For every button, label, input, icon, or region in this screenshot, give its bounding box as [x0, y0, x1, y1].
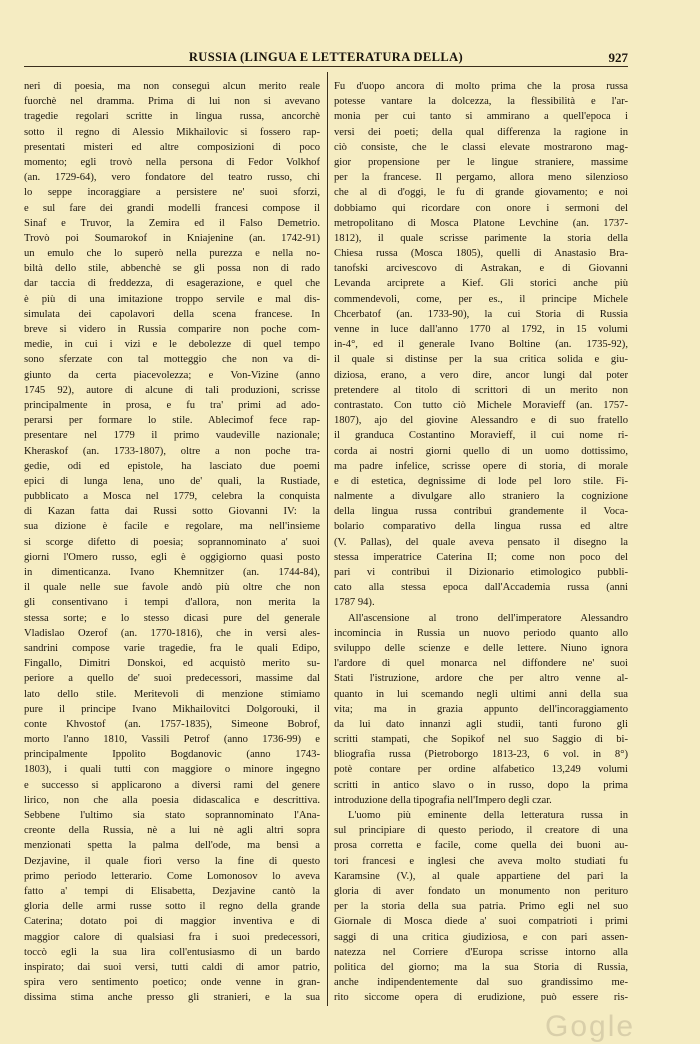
text-line: stessa sorte; e lo stesso dicasi pure del generale: [24, 612, 320, 624]
text-line: epici di lunga lena, uno de' quali, la Rustiade,: [24, 475, 320, 487]
text-line: presentare nel 1779 il primo vaudeville nazionale;: [24, 430, 320, 442]
text-line: ciò consiste, che le classi elevate mostrarono mag-: [334, 141, 628, 153]
running-title: RUSSIA (LINGUA E LETTERATURA DELLA): [188, 50, 464, 64]
text-line: pari vi contribuì il Dizionario etimologico pubbli-: [334, 567, 628, 578]
text-line: metropolitano di Mosca Platone Levchine (an. 1737-: [334, 217, 628, 229]
text-line: Dezjavine, il quale fiorì verso la fine di questo: [24, 855, 320, 867]
text-line: Trovò poi Soumarokof in Kniajenine (an. 1742-91): [24, 232, 320, 244]
text-line: sul principiare di questo periodo, il creatore di una: [334, 825, 628, 837]
text-line: sono sferzate con tal motteggio che non va di-: [24, 354, 320, 366]
text-line: rito siccome opera di erudizione, può essere ris-: [334, 992, 628, 1004]
text-line: perarsi per formare lo stile. Ablecimof fece rap-: [24, 415, 320, 427]
text-line: Sebbene l'ultimo sia stato soprannominato l'Ana-: [24, 810, 320, 821]
text-line: Chiesa russa (Mosca 1805), quelli di Anastasio Bra-: [334, 248, 628, 260]
text-line: Giornale di Mosca diede a' suoi compatrioti i primi: [334, 916, 628, 928]
text-line: e sul fare dei grandi modelli francesi compose il: [24, 202, 320, 214]
text-line: sviluppo delle scienze e delle lettere. Niuno ignora: [334, 642, 628, 654]
text-line: natezza nel Corriere d'Europa scrisse intorno alla: [334, 946, 628, 958]
text-line: gedie, odi ed epistole, ha lasciato due poemi: [24, 460, 320, 472]
text-line: Fu d'uopo ancora di molto prima che la prosa russa: [334, 81, 628, 92]
text-line: principalmente Ippolito Bogdanovic (anno 1743-: [24, 749, 320, 761]
text-line: momento; egli trovò nella persona di Fedor Volkhof: [24, 156, 320, 168]
text-line: commendevoli, come, per es., il principe Michele: [334, 293, 628, 305]
text-line: spira vero sentimento poetico; onde venne in gran-: [24, 977, 320, 989]
text-line: dissima stima anche presso gli stranieri, e la sua: [24, 992, 320, 1004]
text-line: scritti in antico slavo o in russo, dopo la prima: [334, 779, 628, 791]
text-line: per la storia della sua patria. Primo egli nel suo: [334, 901, 628, 913]
running-header: [24, 50, 628, 67]
text-line: L'uomo più eminente della letteratura russa in: [348, 810, 628, 821]
text-line: versi dei poeti; della qual differenza la ragione in: [334, 126, 628, 138]
text-line: simulata dei capolavori della scena francese. In: [24, 308, 320, 320]
text-line: menzionati spetta la palma dell'ode, ma bensì a: [24, 840, 320, 852]
text-line: che al dì d'oggi, le fu di grande giovamento; e noi: [334, 187, 628, 199]
text-line: 1787 94).: [334, 597, 375, 609]
text-line: della lingua russa contribuì grandemente il Voca-: [334, 506, 628, 518]
text-line: si scorge difetto di poesia; soprannominato a' suoi: [24, 536, 320, 548]
text-line: bolario comparativo della lingua russa ed altre: [334, 521, 628, 533]
text-line: Fingallo, Dimitri Donskoi, ed acquistò merito su-: [24, 658, 320, 670]
text-line: tanofski arcivescovo di Astrakan, e di Giovanni: [334, 263, 628, 275]
text-line: pure il principe Ivano Mikhailovitci Dolgorouki, il: [24, 703, 320, 715]
text-line: presentati misteri ed altre composizioni di poco: [24, 141, 320, 153]
text-line: lo seppe incoraggiare a persistere ne' suoi sforzi,: [24, 187, 320, 199]
text-line: 1807), ajo del giovine Alessandro e di suo fratello: [334, 415, 628, 427]
text-line: in dimenticanza. Ivano Khemnitzer (an. 1744-84),: [24, 567, 320, 578]
text-line: conte Khvostof (an. 1757-1835), Simeone Bobrof,: [24, 718, 320, 730]
text-line: tragedie regolari scritte in lingua russa, ancorchè: [24, 111, 320, 123]
text-line: 1812), il quale scrisse parimente la storia della: [334, 232, 628, 244]
text-line: il quale si distinse per la sua critica solida e giu-: [334, 354, 628, 366]
text-line: pubblicato a Mosca nel 1779, celebra la conquista: [24, 491, 320, 503]
text-line: tori francesi e inglesi che aveva molto studiati fu: [334, 855, 628, 867]
text-line: breve si videro in Russia comparire non poche com-: [24, 324, 320, 335]
text-line: dobbiamo qui ricordare con onore i sermoni del: [334, 202, 628, 214]
text-line: è più di una imitazione troppo servile e mal dis-: [24, 293, 320, 305]
text-line: potè contare per ordine alfabetico 13,249 volumi: [334, 764, 628, 776]
text-line: periore a quello de' suoi predecessori, massime dal: [24, 673, 320, 685]
text-line: (an. 1729-64), vero fondatore del teatro russo, chi: [24, 172, 320, 184]
text-line: corda ai nostri giorni quello di un uomo dottissimo,: [334, 445, 628, 457]
text-line: primo periodo letterario. Come Lomonosov lo aveva: [24, 870, 320, 882]
text-line: (V. Pallas), del quale aveva pensato il disegno la: [334, 536, 628, 548]
text-line: Karamsine (V.), al quale appartiene del pari la: [334, 870, 628, 882]
text-line: in-4°, ed il generale Ivano Boltine (an. 1735-92),: [334, 339, 628, 351]
text-line: principalmente in prosa, e fu tra' primi ad ado-: [24, 399, 320, 411]
text-line: sua dizione è facile e regolare, ma nell'insieme: [24, 521, 320, 533]
text-line: il granduca Costantino Moravieff, il cui nome ri-: [334, 430, 628, 442]
text-line: saggi di una critica giudiziosa, e con pari assen-: [334, 931, 628, 943]
text-line: Sinaf e Truvor, la Zemira ed il Falso Demetrio.: [24, 217, 320, 229]
text-line: Caterina; dotato poi di maggior inventiva e di: [24, 916, 320, 928]
text-line: fuorchè nel dramma. Prima di lui non si avevano: [24, 96, 320, 108]
text-line: creonte della Russia, nè a lui nè agli altri sopra: [24, 825, 320, 837]
text-line: dar taccia di freddezza, di esagerazione, e quel che: [24, 278, 320, 290]
text-line: lato dello stile. Meritevoli di menzione stimiamo: [24, 688, 320, 700]
text-line: Vladislao Ozerof (an. 1770-1816), che in versi ales-: [24, 627, 320, 639]
text-line: medie, in cui i vizi e le debolezze di quel tempo: [24, 339, 320, 351]
text-line: gloria delle armi russe sotto il regno della grande: [24, 901, 320, 913]
text-line: stessa imperatrice Caterina II; come non poco del: [334, 551, 628, 563]
text-line: 1745 92), autore di alcune di tali produzioni, scrisse: [24, 384, 320, 396]
text-line: un emulo che lo superò nella purezza e nella no-: [24, 248, 320, 260]
text-line: lirico, non che alla poesia didascalica e descrittiva.: [24, 794, 320, 806]
text-line: toccò egli la sua lira coll'entusiasmo di un bardo: [24, 946, 320, 958]
watermark: Gogle: [545, 1010, 636, 1043]
text-line: incomincia in Russia un nuovo periodo quanto allo: [334, 627, 628, 639]
text-line: da lui dato innanzi agli studii, tanti furono gli: [334, 718, 628, 730]
text-line: politica del giorno; ma la sua Storia di Russia,: [334, 961, 628, 973]
text-line: monia per cui tanto si ammirano a quell'epoca i: [334, 111, 628, 123]
text-line: morto l'anno 1810, Vassili Petrof (anno 1736-99) e: [24, 734, 320, 746]
text-line: sandrini compose varie tragedie, fra le quali Edipo,: [24, 642, 320, 654]
text-line: neri di poesia, ma non conseguì alcun merito reale: [24, 81, 320, 92]
text-line: venne in luce dall'anno 1770 al 1792, in 15 volumi: [334, 324, 628, 335]
page-number: 927: [608, 50, 628, 65]
text-line: l'ardore di quel monarca nel diffondere ne' suoi: [334, 658, 628, 670]
text-line: sotto il regno di Alessio Mikhailovic si fossero rap-: [24, 126, 320, 138]
text-line: vita; ma in grazia appunto dell'incoraggiamento: [334, 703, 628, 715]
text-line: contrastato. Con tutto ciò Michele Moravieff (an. 1757-: [334, 399, 628, 411]
text-line: giunto da certa piacevolezza; e Von-Vizine (anno: [24, 369, 320, 381]
text-line: il quale nelle sue favole andò più oltre che non: [24, 582, 320, 594]
text-line: quanto in lui scemando negli ultimi anni della sua: [334, 688, 628, 700]
text-line: introduzione della tipografia nell'Impero degli czar.: [334, 794, 552, 806]
text-line: prosa corretta e facile, come quella dei buoni au-: [334, 840, 628, 852]
left-column: [24, 79, 320, 1004]
text-line: gli consentivano i tempi d'allora, non merita la: [24, 597, 320, 609]
column-divider: [327, 72, 328, 1006]
text-line: ma padre infelice, scrisse opere di storia, di morale: [334, 460, 628, 472]
text-line: inspirato; dai suoi versi, tutti caldi di amor patrio,: [24, 961, 320, 973]
text-line: scritti stampati, che Sopikof nel suo Saggio di bi-: [334, 734, 628, 746]
text-line: di Kazan fatta dai Russi sotto Giovanni IV: la: [24, 506, 320, 518]
text-line: anche indipendentemente dal suo grandissimo me-: [334, 977, 628, 989]
text-line: cato alla stessa epoca dall'Accademia russa (anni: [334, 582, 628, 594]
text-line: 1803), i quali tutti con maggiore o minore ingegno: [24, 764, 320, 776]
text-line: Chcerbatof (an. 1733-90), la cui Storia di Russia: [334, 308, 628, 320]
text-line: diziosa, erano, a vero dire, ancor lungi dal poter: [334, 369, 628, 381]
right-column: [334, 79, 628, 1004]
text-line: fatto a' tempi di Elisabetta, Dezjavine cantò la: [24, 885, 320, 897]
text-line: All'ascensione al trono dell'imperatore Alessandro: [348, 612, 628, 624]
text-line: gior propensione per le lingue straniere, massime: [334, 156, 628, 168]
text-line: gloria di aver fondato un monumento non perituro: [334, 885, 628, 897]
text-line: nalmente a divulgare allo straniero la cognizione: [334, 491, 628, 503]
text-line: e successo si applicarono a diversi rami del genere: [24, 779, 320, 791]
text-line: Levanda arciprete a Kief. Gli storici anche più: [334, 278, 628, 290]
text-line: Stati l'istruzione, ardore che per altro venne al-: [334, 673, 628, 685]
text-line: maggior calore di qualsiasi fra i suoi predecessori,: [24, 931, 320, 943]
text-line: per la francese. Il pergamo, allora meno silenzioso: [334, 172, 628, 184]
text-line: bliografia russa (Pietroborgo 1813-23, 6 vol. in 8°): [334, 749, 628, 761]
text-line: e di estetica, degnissime di lode pel loro stile. Fi-: [334, 475, 628, 487]
text-line: biltà dello stile, abbenchè se gli possa non di rado: [24, 263, 320, 275]
text-line: Kheraskof (an. 1733-1807), oltre a non poche tra-: [24, 445, 320, 457]
text-line: pretendere al titolo di scrittori di un merito non: [334, 384, 628, 396]
text-line: potesse vantare la dolcezza, la flessibilità e l'ar-: [334, 96, 628, 108]
text-line: giorni l'Omero russo, egli è oggigiorno quasi posto: [24, 551, 320, 563]
